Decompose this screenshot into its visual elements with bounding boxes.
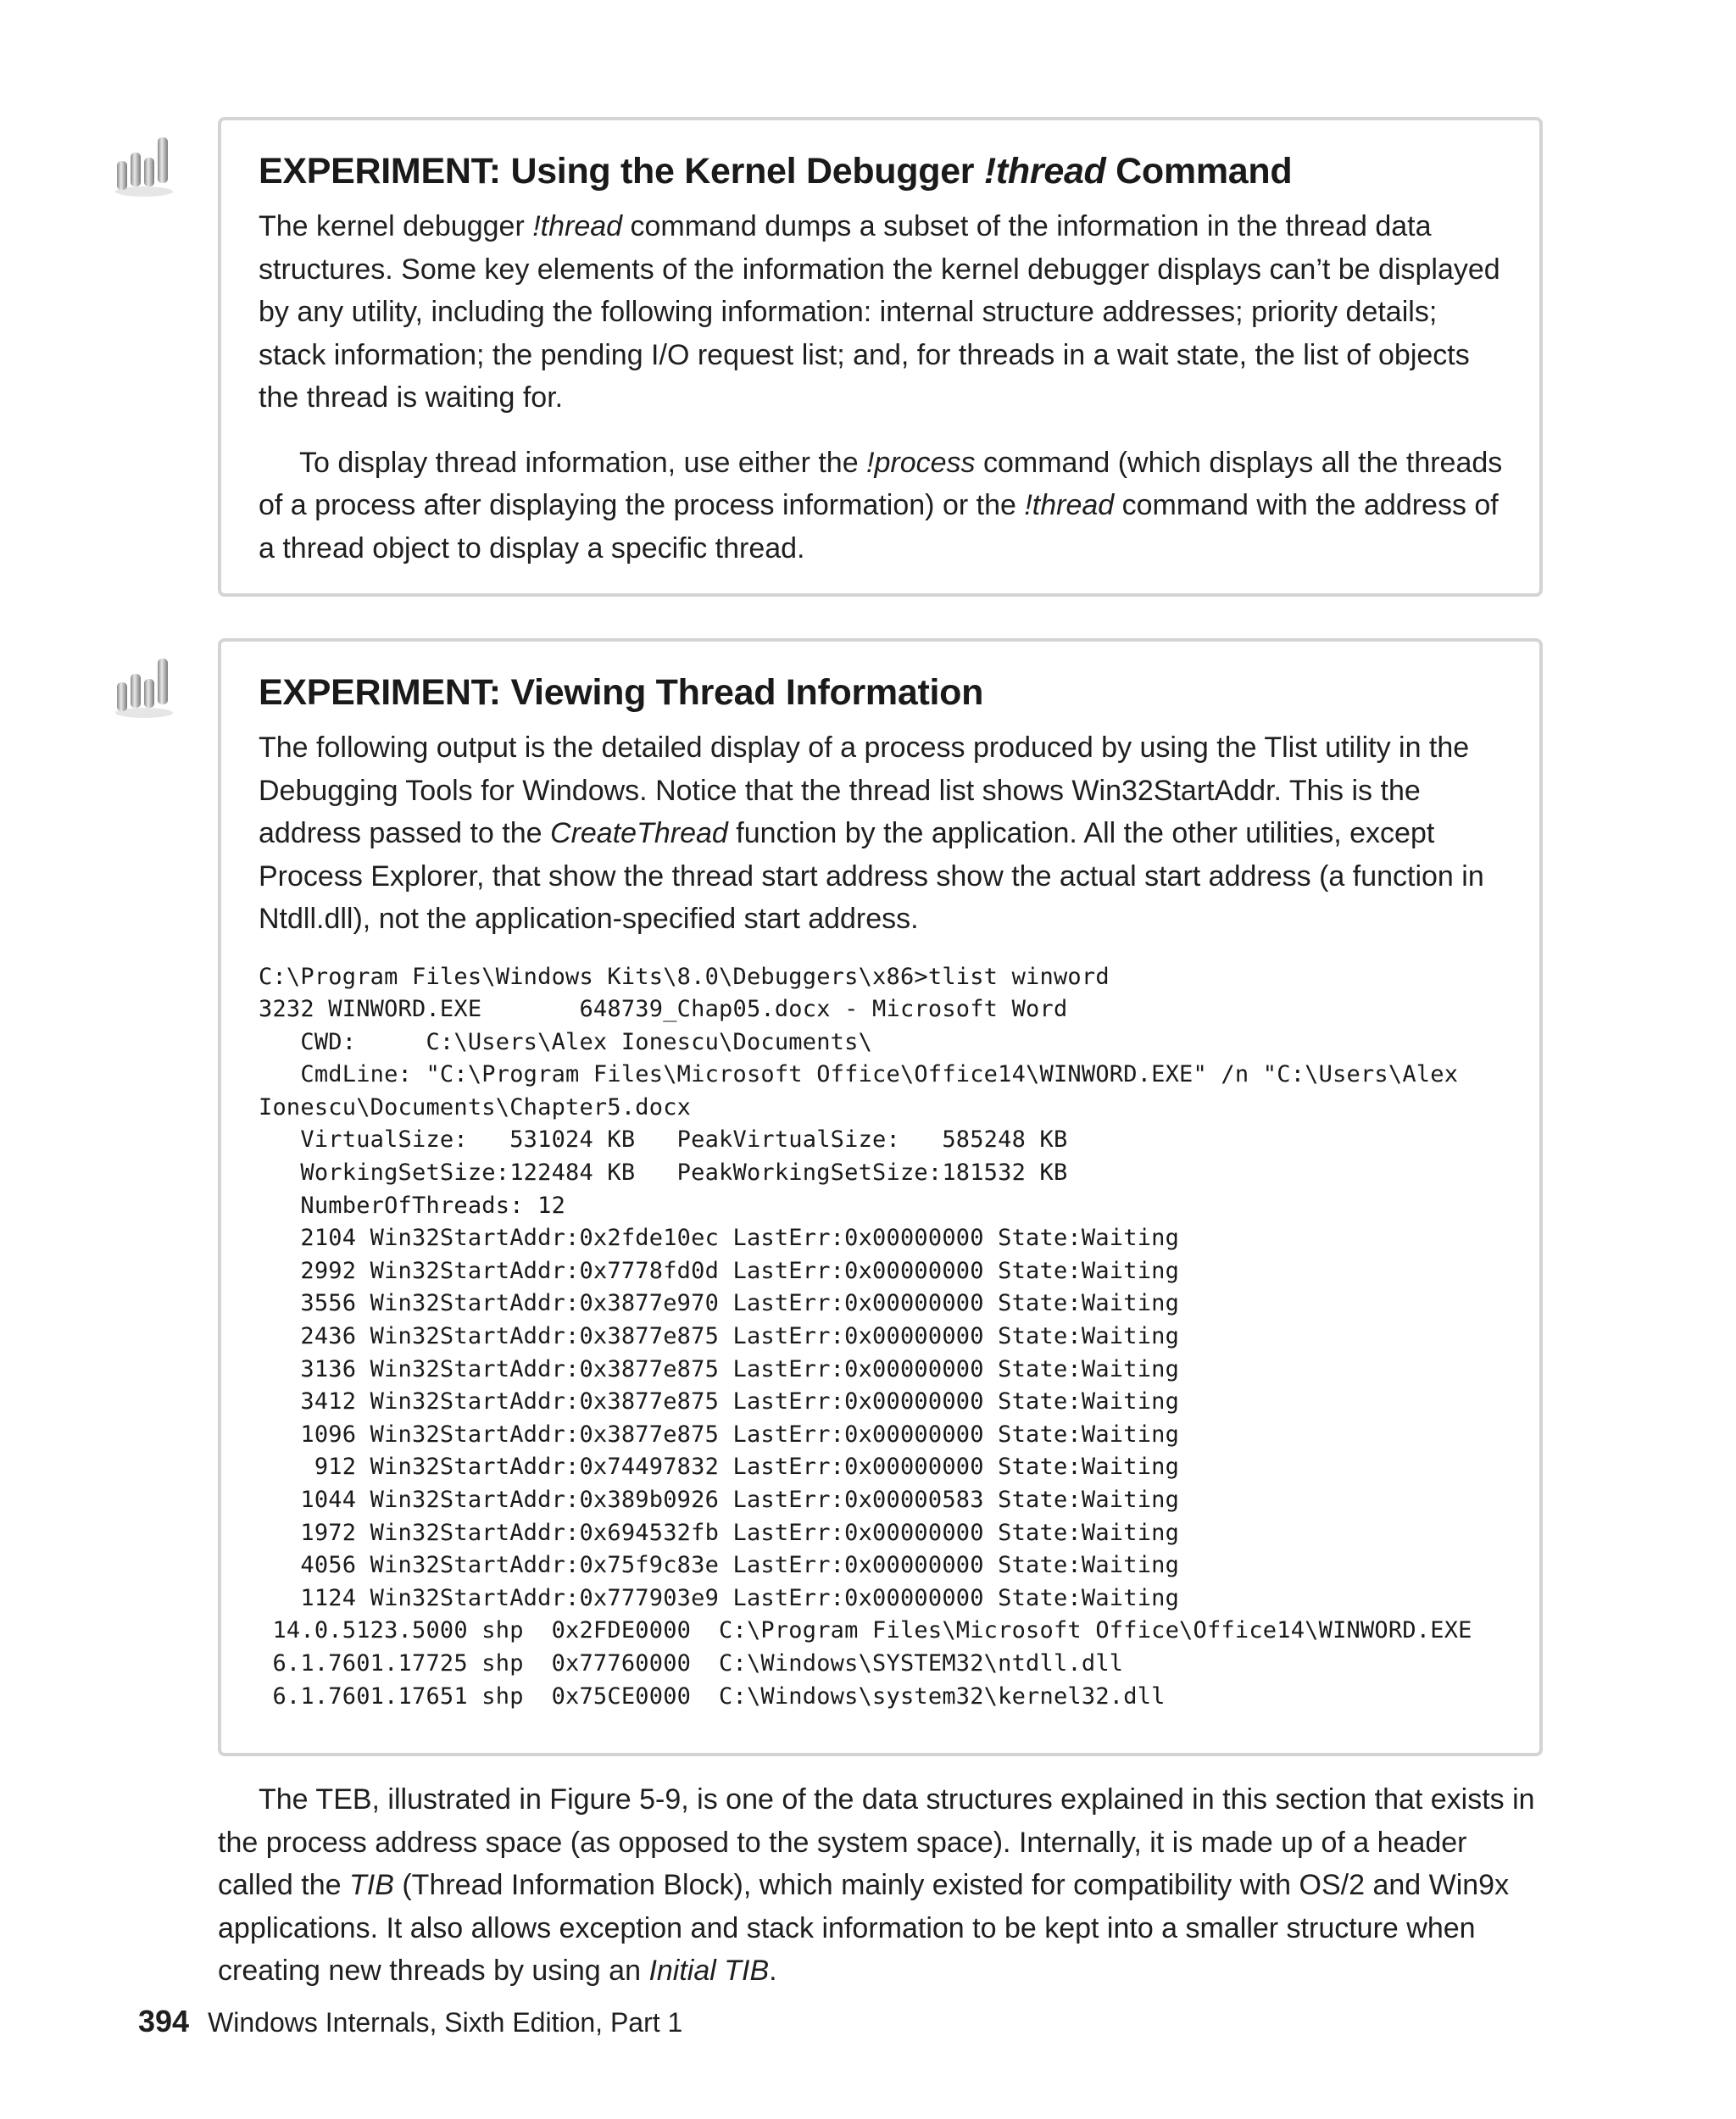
experiment-title: EXPERIMENT: Viewing Thread Information bbox=[259, 672, 984, 713]
experiment-box-kernel-debugger bbox=[218, 117, 1543, 597]
paragraph: The TEB, illustrated in Figure 5-9, is one of the data structures explained in this section that exists in the process address space (as opposed to the system space). Internally, it is made up of a header called the TIB (Thread Information Block), which mainly existed for compatibility with OS/2 and Win9x applications. It also allows exception and stack information to be kept into a smaller structure when creating new threads by using an Initial TIB. bbox=[218, 1783, 1535, 1987]
code-listing: C:\Program Files\Windows Kits\8.0\Debuggers\x86>tlist winword 3232 WINWORD.EXE 648739_Chap05.docx - Microsoft Word CWD: C:\Users\Alex Ionescu\Documents\ CmdLine: "C:\Program Files\Microsoft Office\Office14\WINWORD.EXE" /n "C:\Users\Alex Ionescu\Documents\Chapter5.docx VirtualSize: 531024 KB PeakVirtualSize: 585248 KB WorkingSetSize:122484 KB PeakWorkingSetSize:181532 KB NumberOfThreads: 12 2104 Win32StartAddr:0x2fde10ec LastErr:0x00000000 State:Waiting 2992 Win32StartAddr:0x7778fd0d LastErr:0x00000000 State:Waiting 3556 Win32StartAddr:0x3877e970 LastErr:0x00000000 State:Waiting 2436 Win32StartAddr:0x3877e875 LastErr:0x00000000 State:Waiting 3136 Win32StartAddr:0x3877e875 LastErr:0x00000000 State:Waiting 3412 Win32StartAddr:0x3877e875 LastErr:0x00000000 State:Waiting 1096 Win32StartAddr:0x3877e875 LastErr:0x00000000 State:Waiting 912 Win32StartAddr:0x74497832 LastErr:0x00000000 State:Waiting 1044 Win32StartAddr:0x389b0926 LastErr:0x00000583 State:Waiting 1972 Win32StartAddr:0x694532fb LastErr:0x00000000 State:Waiting 4056 Win32StartAddr:0x75f9c83e LastErr:0x00000000 State:Waiting 1124 Win32StartAddr:0x777903e9 LastErr:0x00000000 State:Waiting 14.0.5123.5000 shp 0x2FDE0000 C:\Program Files\Microsoft Office\Office14\WINWORD.EXE 6.1.7601.17725 shp 0x77760000 C:\Windows\SYSTEM32\ntdll.dll 6.1.7601.17651 shp 0x75CE0000 C:\Windows\system32\kernel32.dll bbox=[259, 963, 1472, 1710]
experiment-box-viewing-thread-info bbox=[218, 638, 1543, 1756]
paragraph: The kernel debugger !thread command dumps a subset of the information in the thread data structures. Some key elements of the information the kernel debugger displays can’t be displayed by any utility, including the following information: internal structure addresses; priority details; stack information; the pending I/O request list; and, for threads in a wait state, the list of objects the thread is waiting for. bbox=[259, 210, 1500, 414]
experiment-title: EXPERIMENT: Using the Kernel Debugger !thread Command bbox=[259, 151, 1293, 192]
paragraph: To display thread information, use either the !process command (which displays all the threads of a process after displaying the process information) or the !thread command with the address of a thread object to display a specific thread. bbox=[259, 446, 1503, 565]
page-footer bbox=[138, 2004, 682, 2039]
page-number: 394 bbox=[138, 2004, 190, 2038]
body-text bbox=[218, 1778, 1544, 1993]
book-title: Windows Internals, Sixth Edition, Part 1 bbox=[208, 2007, 683, 2038]
paragraph: The following output is the detailed display of a process produced by using the Tlist utility in the Debugging Tools for Windows. Notice that the thread list shows Win32StartAddr. This is the address passed to the CreateThread function by the application. All the other utilities, except Process Explorer, that show the thread start address show the actual start address (a function in Ntdll.dll), not the application-specified start address. bbox=[259, 731, 1484, 935]
test-tubes-icon bbox=[110, 134, 178, 202]
test-tubes-icon bbox=[110, 655, 178, 723]
